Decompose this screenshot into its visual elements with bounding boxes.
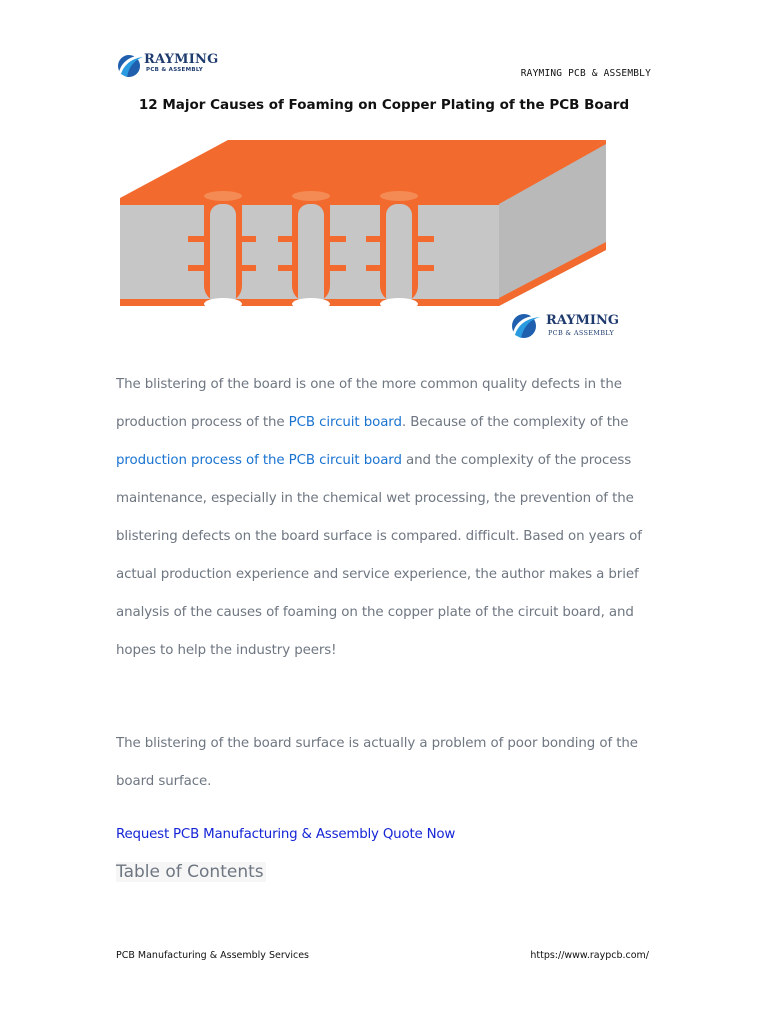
paragraph-text: . Because of the complexity of the	[401, 415, 629, 430]
footer-services-text: PCB Manufacturing & Assembly Services	[116, 950, 310, 961]
document-title: 12 Major Causes of Foaming on Copper Plating of the PCB Board	[138, 97, 630, 113]
paragraph-text: and the complexity of the process maintenance, especially in the chemical wet processing, the prevention of the blistering defects on the board surface is compared. difficult. Based on years of actual production experience and service experience, the author makes a brief analysis of the causes of foaming on the copper plate of the circuit board, and hopes to help the industry peers!	[116, 453, 642, 658]
watermark-sub-text: PCB & ASSEMBLY	[548, 329, 615, 337]
request-quote-link[interactable]: Request PCB Manufacturing & Assembly Quote Now	[116, 827, 456, 842]
logo-sub-text: PCB & ASSEMBLY	[146, 67, 204, 73]
header-company-name: RAYMING PCB & ASSEMBLY	[520, 68, 651, 79]
figure-watermark	[508, 310, 632, 340]
rayming-swoosh-icon	[508, 310, 544, 340]
footer-url: https://www.raypcb.com/	[530, 950, 649, 961]
paragraph-text: The blistering of the board is one of the more common quality defects in the production process of the	[116, 377, 622, 430]
rayming-logo	[116, 50, 219, 82]
rayming-swoosh-icon	[116, 50, 146, 80]
pcb-cross-section-figure	[116, 138, 652, 348]
pcb-circuit-board-link[interactable]: PCB circuit board	[288, 415, 402, 430]
intro-paragraph	[116, 366, 661, 670]
watermark-brand-text: RAYMING	[546, 313, 619, 328]
logo-brand-text: RAYMING	[144, 52, 219, 67]
production-process-link[interactable]: production process of the PCB circuit board	[116, 453, 402, 468]
table-of-contents-heading: Table of Contents	[116, 862, 264, 882]
bonding-paragraph: The blistering of the board surface is actually a problem of poor bonding of the board surface.	[116, 736, 638, 789]
